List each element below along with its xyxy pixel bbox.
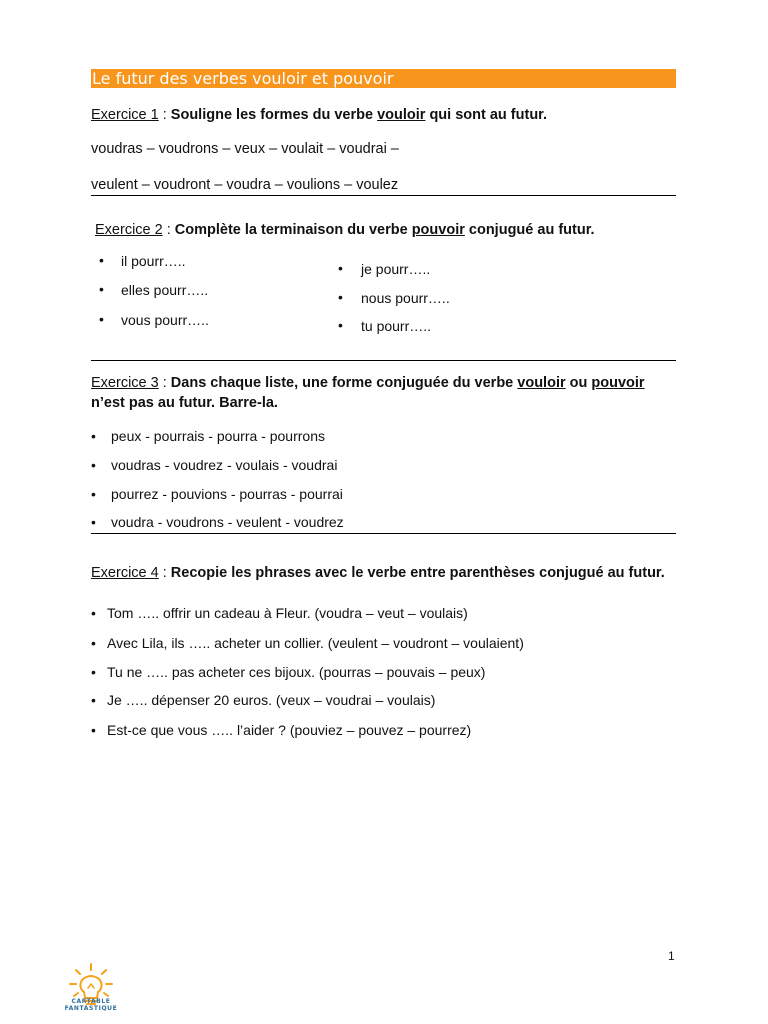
exercise-4-item: Tu ne ….. pas acheter ces bijoux. (pourras – pouvais – peux) <box>107 664 486 680</box>
exercise-2-instr-before: Complète la terminaison du verbe <box>174 222 412 238</box>
exercise-3-item: peux - pourrais - pourra - pourrons <box>111 428 325 444</box>
page-title: Le futur des verbes vouloir et pouvoir <box>91 69 676 88</box>
exercise-2-verb: pouvoir <box>411 222 465 238</box>
exercise-3-separator: : <box>158 375 171 391</box>
exercise-2-separator: : <box>162 222 175 238</box>
exercise-3-instruction <box>171 375 645 391</box>
exercise-1-verb: vouloir <box>377 107 426 123</box>
exercise-2-right-item: tu pourr….. <box>361 318 432 334</box>
exercise-2-divider <box>91 360 676 361</box>
exercise-3-item: voudras - voudrez - voulais - voudrai <box>111 457 338 473</box>
exercise-1-divider <box>91 195 676 196</box>
bullet-icon: • <box>91 486 96 502</box>
exercise-2-instr-after: conjugué au futur. <box>464 222 595 238</box>
exercise-3-heading <box>91 373 645 393</box>
exercise-4-label: Exercice 4 <box>91 565 159 581</box>
exercise-1-line-1: voudras – voudrons – veux – voulait – voudrai – <box>91 141 399 157</box>
exercise-4-separator: : <box>158 565 171 581</box>
bullet-icon: • <box>338 289 343 305</box>
logo-text-line-2: FANTASTIQUE <box>64 1005 118 1012</box>
logo-text-line-1: CARTABLE <box>71 998 111 1005</box>
bullet-icon: • <box>338 260 343 276</box>
page-number: 1 <box>668 949 675 963</box>
exercise-4-instruction: Recopie les phrases avec le verbe entre parenthèses conjugué au futur. <box>170 565 665 581</box>
bullet-icon: • <box>91 692 96 708</box>
exercise-4-item: Je ….. dépenser 20 euros. (veux – voudrai – voulais) <box>107 692 436 708</box>
exercise-3-verb-2: pouvoir <box>591 375 645 391</box>
exercise-3-item: pourrez - pouvions - pourras - pourrai <box>111 486 343 502</box>
exercise-3-item: voudra - voudrons - veulent - voudrez <box>111 514 344 530</box>
exercise-2-right-item: nous pourr….. <box>361 290 450 306</box>
exercise-3-instr-line-2: n’est pas au futur. Barre-la. <box>91 395 278 411</box>
exercise-3-instr-mid: ou <box>565 375 592 391</box>
bullet-icon: • <box>91 457 96 473</box>
bullet-icon: • <box>91 428 96 444</box>
exercise-1-label: Exercice 1 <box>91 107 159 123</box>
exercise-1-line-2: veulent – voudront – voudra – voulions – voulez <box>91 177 399 193</box>
exercise-2-left-item: il pourr….. <box>121 253 186 269</box>
bullet-icon: • <box>91 605 96 621</box>
exercise-1-heading <box>91 105 547 125</box>
exercise-2-label: Exercice 2 <box>95 222 163 238</box>
bullet-icon: • <box>99 311 104 327</box>
exercise-3-instr-before: Dans chaque liste, une forme conjuguée du verbe <box>170 375 518 391</box>
bullet-icon: • <box>91 514 96 530</box>
exercise-1-separator: : <box>158 107 171 123</box>
exercise-1-instr-before: Souligne les formes du verbe <box>170 107 378 123</box>
bullet-icon: • <box>99 281 104 297</box>
exercise-3-label: Exercice 3 <box>91 375 159 391</box>
exercise-2-heading <box>95 220 595 240</box>
exercise-2-left-item: elles pourr….. <box>121 282 209 298</box>
bullet-icon: • <box>91 635 96 651</box>
exercise-1-instruction <box>171 107 547 123</box>
bullet-icon: • <box>99 252 104 268</box>
exercise-1-instr-after: qui sont au futur. <box>425 107 548 123</box>
exercise-2-left-item: vous pourr….. <box>121 312 209 328</box>
exercise-2-right-item: je pourr….. <box>361 261 431 277</box>
exercise-4-item: Avec Lila, ils ….. acheter un collier. (veulent – voudront – voulaient) <box>107 635 524 651</box>
exercise-3-divider <box>91 533 676 534</box>
exercise-3-heading-line-2 <box>91 393 278 413</box>
bullet-icon: • <box>91 722 96 738</box>
exercise-4-heading <box>91 563 665 583</box>
bullet-icon: • <box>91 664 96 680</box>
exercise-3-verb-1: vouloir <box>517 375 566 391</box>
exercise-4-item: Tom ….. offrir un cadeau à Fleur. (voudra – veut – voulais) <box>107 605 468 621</box>
exercise-4-item: Est-ce que vous ….. l’aider ? (pouviez – pouvez – pourrez) <box>107 722 472 738</box>
bullet-icon: • <box>338 317 343 333</box>
exercise-2-instruction <box>175 222 595 238</box>
